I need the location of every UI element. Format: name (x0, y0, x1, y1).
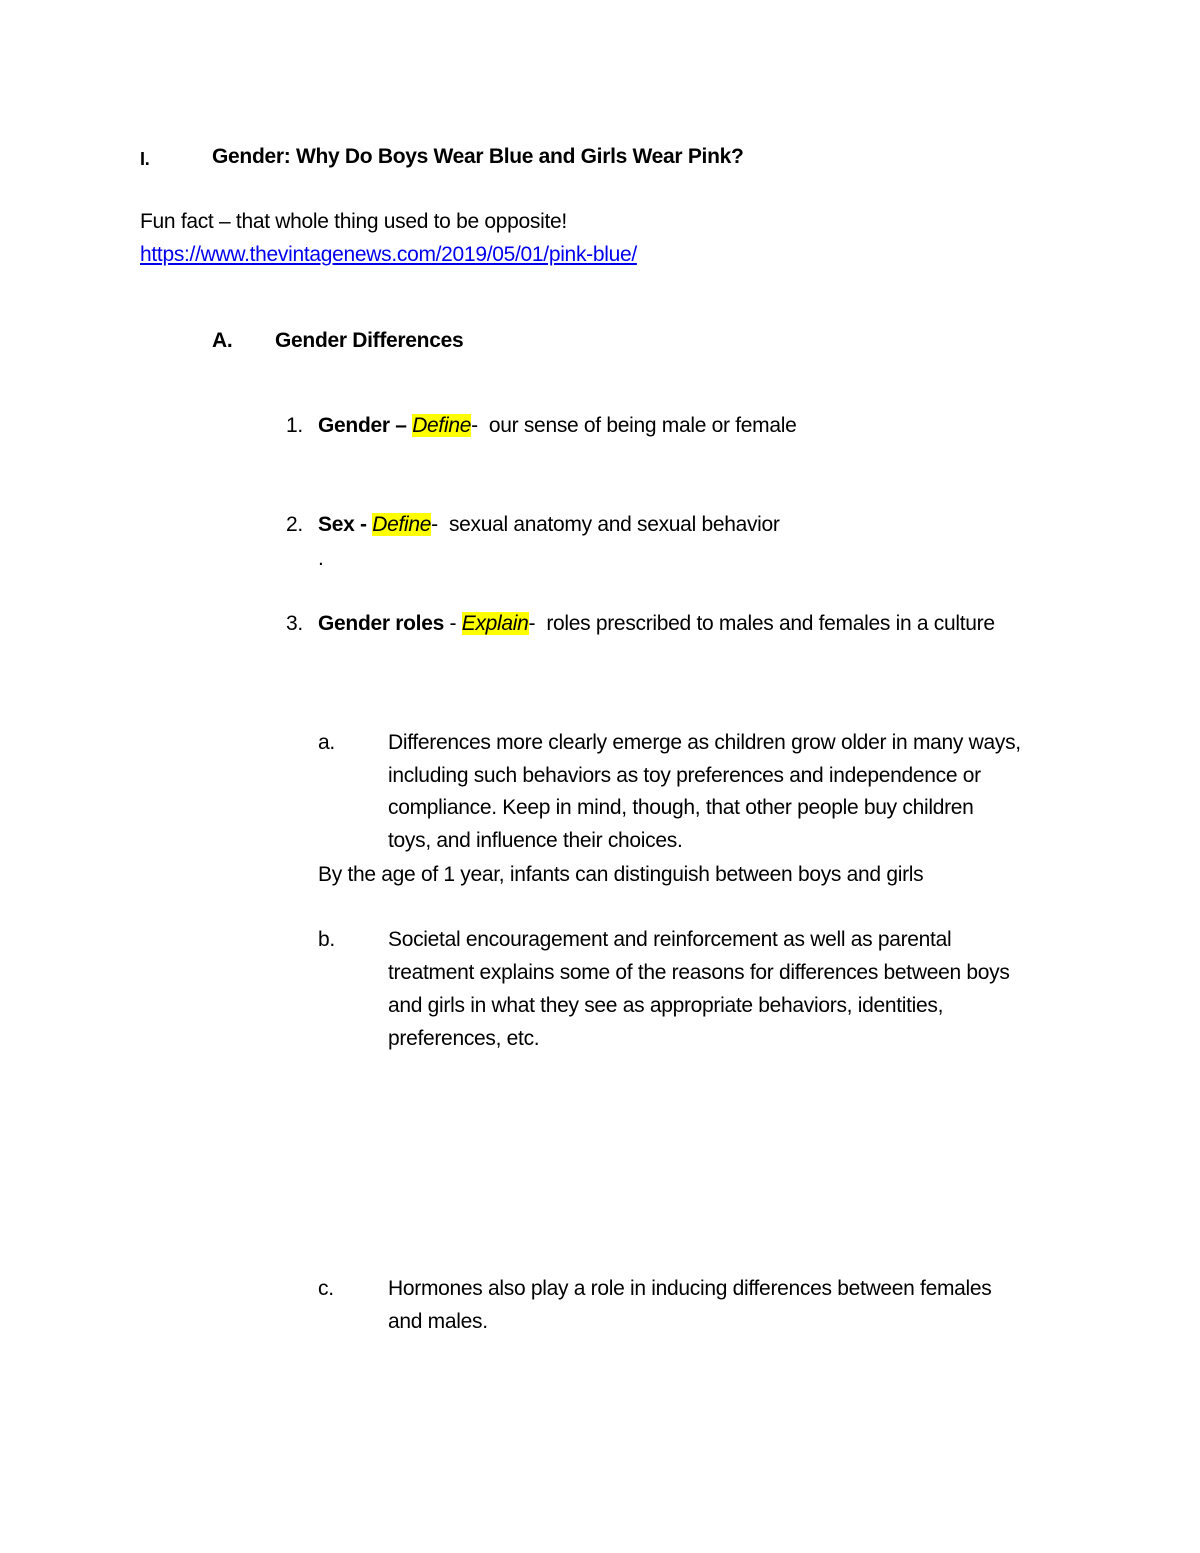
item-2 (318, 512, 780, 538)
item-2-dash: - (431, 513, 438, 536)
item-2-tag: Define (372, 513, 432, 536)
sub-item-a-letter: a. (318, 731, 335, 754)
item-3-separator: - (449, 612, 457, 635)
sub-item-c-letter: c. (318, 1277, 334, 1300)
sub-item-b-line-4: preferences, etc. (388, 1027, 540, 1050)
item-1-term: Gender – (318, 414, 407, 437)
item-1-tag: Define (412, 414, 472, 437)
sub-item-a-line-4: toys, and influence their choices. (388, 829, 683, 852)
fun-fact-link[interactable]: https://www.thevintagenews.com/2019/05/01/pink-blue/ (140, 243, 637, 266)
item-2-definition: sexual anatomy and sexual behavior (448, 513, 780, 536)
item-2-number: 2. (286, 513, 303, 536)
fun-fact-text: Fun fact – that whole thing used to be opposite! (140, 210, 567, 233)
item-1-dash: - (471, 414, 478, 437)
sub-item-a-note: By the age of 1 year, infants can distinguish between boys and girls (318, 863, 924, 886)
sub-item-c-line-2: and males. (388, 1310, 488, 1333)
section-title: Gender: Why Do Boys Wear Blue and Girls Wear Pink? (212, 145, 744, 168)
item-3-number: 3. (286, 612, 303, 635)
item-3-tag: Explain (461, 612, 529, 635)
item-3-definition: roles prescribed to males and females in a culture (546, 612, 995, 635)
subsection-title: Gender Differences (275, 329, 464, 352)
item-3 (318, 611, 995, 637)
sub-item-a-line-1: Differences more clearly emerge as children grow older in many ways, (388, 731, 1021, 754)
sub-item-a-line-2: including such behaviors as toy preferences and independence or (388, 764, 981, 787)
fun-fact-link-line (140, 242, 637, 268)
item-1 (318, 413, 797, 439)
subsection-letter: A. (212, 329, 233, 352)
item-1-number: 1. (286, 414, 303, 437)
item-3-term: Gender roles (318, 612, 444, 635)
item-3-dash: - (528, 612, 536, 635)
sub-item-b-line-1: Societal encouragement and reinforcement as well as parental (388, 928, 952, 951)
section-numeral: I. (140, 149, 150, 169)
sub-item-a-line-3: compliance. Keep in mind, though, that other people buy children (388, 796, 974, 819)
item-2-term: Sex - (318, 513, 367, 536)
item-2-extra: . (318, 547, 324, 570)
item-1-definition: our sense of being male or female (488, 414, 797, 437)
sub-item-b-letter: b. (318, 928, 335, 951)
sub-item-b-line-3: and girls in what they see as appropriate behaviors, identities, (388, 994, 944, 1017)
sub-item-b-line-2: treatment explains some of the reasons for differences between boys (388, 961, 1010, 984)
sub-item-c-line-1: Hormones also play a role in inducing differences between females (388, 1277, 992, 1300)
